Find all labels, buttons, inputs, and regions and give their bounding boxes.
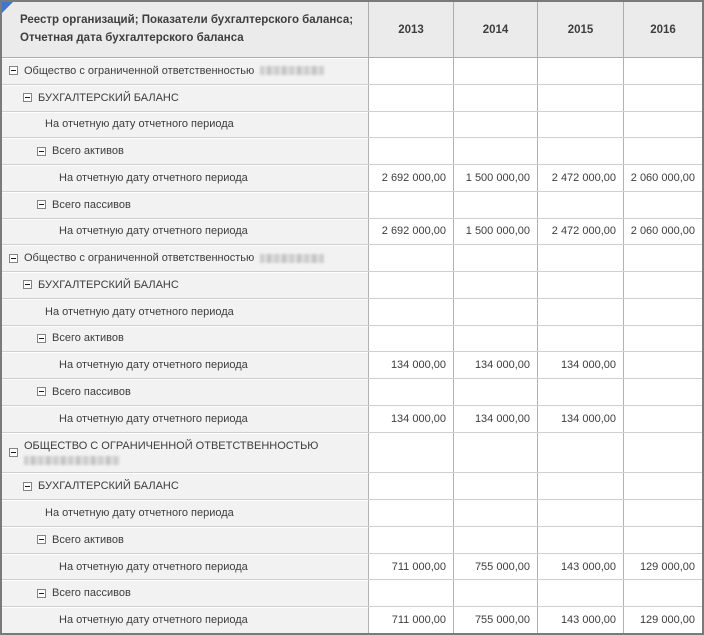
value-cell bbox=[623, 433, 702, 473]
value-cell bbox=[453, 85, 537, 111]
org-row[interactable] bbox=[2, 432, 702, 473]
value-cell bbox=[368, 473, 453, 499]
value-cell: 1 500 000,00 bbox=[453, 219, 537, 245]
row-label: На отчетную дату отчетного периода bbox=[59, 412, 248, 425]
collapse-minus-icon[interactable] bbox=[37, 535, 46, 544]
value-cell bbox=[368, 112, 453, 138]
value-cell bbox=[537, 326, 623, 352]
value-cell bbox=[623, 326, 702, 352]
value-cell bbox=[453, 433, 537, 473]
row-label-cell bbox=[2, 299, 368, 325]
value-cell bbox=[623, 352, 702, 378]
value-cell bbox=[623, 85, 702, 111]
value-cell bbox=[623, 138, 702, 164]
table-row[interactable] bbox=[2, 526, 702, 553]
row-label: Всего пассивов bbox=[52, 198, 131, 211]
collapse-minus-icon[interactable] bbox=[37, 387, 46, 396]
org-row[interactable] bbox=[2, 244, 702, 271]
value-cell bbox=[537, 580, 623, 606]
table-row[interactable] bbox=[2, 218, 702, 245]
value-cell bbox=[453, 379, 537, 405]
value-cell: 711 000,00 bbox=[368, 554, 453, 580]
corner-marker-icon bbox=[2, 2, 13, 13]
value-cell bbox=[537, 527, 623, 553]
table-row[interactable] bbox=[2, 378, 702, 405]
org-label-wrap bbox=[24, 440, 318, 465]
value-cell bbox=[623, 473, 702, 499]
value-cell bbox=[623, 527, 702, 553]
value-cell: 1 500 000,00 bbox=[453, 165, 537, 191]
year-column-header[interactable]: 2014 bbox=[453, 2, 537, 57]
table-header bbox=[2, 2, 702, 58]
table-body bbox=[2, 58, 702, 633]
value-cell bbox=[623, 58, 702, 84]
row-label: На отчетную дату отчетного периода bbox=[59, 560, 248, 573]
row-label-cell bbox=[2, 473, 368, 499]
value-cell bbox=[453, 192, 537, 218]
value-cell bbox=[368, 58, 453, 84]
row-label-cell bbox=[2, 527, 368, 553]
value-cell bbox=[368, 500, 453, 526]
table-row[interactable] bbox=[2, 579, 702, 606]
value-cell bbox=[623, 272, 702, 298]
year-column-header[interactable]: 2015 bbox=[537, 2, 623, 57]
table-row[interactable] bbox=[2, 271, 702, 298]
value-cell bbox=[453, 527, 537, 553]
row-label-cell bbox=[2, 554, 368, 580]
value-cell bbox=[368, 245, 453, 271]
table-title: Реестр организаций; Показатели бухгалтерского баланса; Отчетная дата бухгалтерского баланса bbox=[20, 13, 354, 44]
value-cell bbox=[453, 58, 537, 84]
value-cell: 2 060 000,00 bbox=[623, 219, 702, 245]
table-row[interactable] bbox=[2, 499, 702, 526]
value-cell bbox=[368, 192, 453, 218]
row-label: Всего активов bbox=[52, 332, 124, 345]
row-label: БУХГАЛТЕРСКИЙ БАЛАНС bbox=[38, 278, 179, 291]
row-label-cell bbox=[2, 85, 368, 111]
table-row[interactable] bbox=[2, 298, 702, 325]
row-label-cell bbox=[2, 379, 368, 405]
row-label-cell bbox=[2, 406, 368, 432]
row-label-cell bbox=[2, 165, 368, 191]
value-cell: 2 472 000,00 bbox=[537, 165, 623, 191]
row-label: Всего пассивов bbox=[52, 587, 131, 600]
value-cell bbox=[453, 326, 537, 352]
collapse-minus-icon[interactable] bbox=[23, 280, 32, 289]
value-cell bbox=[453, 473, 537, 499]
value-cell bbox=[537, 138, 623, 164]
value-cell bbox=[453, 112, 537, 138]
value-cell: 143 000,00 bbox=[537, 607, 623, 633]
value-cell bbox=[537, 85, 623, 111]
value-cell bbox=[368, 138, 453, 164]
value-cell bbox=[623, 379, 702, 405]
table-row[interactable] bbox=[2, 472, 702, 499]
value-cell bbox=[453, 138, 537, 164]
table-row[interactable] bbox=[2, 191, 702, 218]
value-cell: 134 000,00 bbox=[453, 406, 537, 432]
collapse-minus-icon[interactable] bbox=[37, 589, 46, 598]
table-row[interactable] bbox=[2, 137, 702, 164]
value-cell bbox=[537, 272, 623, 298]
value-cell bbox=[537, 58, 623, 84]
value-cell: 2 060 000,00 bbox=[623, 165, 702, 191]
row-label: БУХГАЛТЕРСКИЙ БАЛАНС bbox=[38, 91, 179, 104]
row-label-cell bbox=[2, 112, 368, 138]
collapse-minus-icon[interactable] bbox=[9, 66, 18, 75]
redacted-org-name bbox=[260, 66, 324, 75]
value-cell bbox=[368, 272, 453, 298]
row-label: На отчетную дату отчетного периода bbox=[59, 171, 248, 184]
row-label-cell bbox=[2, 433, 368, 473]
table-row[interactable] bbox=[2, 111, 702, 138]
table-row[interactable] bbox=[2, 351, 702, 378]
value-cell bbox=[623, 580, 702, 606]
row-label: На отчетную дату отчетного периода bbox=[45, 305, 234, 318]
value-cell bbox=[453, 272, 537, 298]
value-cell bbox=[368, 379, 453, 405]
value-cell bbox=[537, 500, 623, 526]
row-label: БУХГАЛТЕРСКИЙ БАЛАНС bbox=[38, 480, 179, 493]
row-label-cell bbox=[2, 138, 368, 164]
value-cell bbox=[623, 299, 702, 325]
value-cell bbox=[537, 245, 623, 271]
value-cell bbox=[537, 112, 623, 138]
year-column-header[interactable]: 2016 bbox=[623, 2, 702, 57]
redacted-org-name bbox=[24, 456, 120, 465]
row-label: Всего активов bbox=[52, 533, 124, 546]
value-cell bbox=[368, 85, 453, 111]
value-cell: 711 000,00 bbox=[368, 607, 453, 633]
value-cell bbox=[368, 433, 453, 473]
row-label: На отчетную дату отчетного периода bbox=[45, 507, 234, 520]
row-label-cell bbox=[2, 607, 368, 633]
org-row[interactable] bbox=[2, 58, 702, 84]
value-cell: 755 000,00 bbox=[453, 554, 537, 580]
collapse-minus-icon[interactable] bbox=[37, 147, 46, 156]
row-label: Общество с ограниченной ответственностью bbox=[24, 252, 255, 265]
value-cell bbox=[368, 527, 453, 553]
value-cell: 134 000,00 bbox=[453, 352, 537, 378]
redacted-org-name bbox=[260, 254, 324, 263]
value-cell: 2 692 000,00 bbox=[368, 219, 453, 245]
value-cell bbox=[368, 580, 453, 606]
row-label-cell bbox=[2, 219, 368, 245]
row-label-cell bbox=[2, 192, 368, 218]
collapse-minus-icon[interactable] bbox=[37, 200, 46, 209]
value-cell: 755 000,00 bbox=[453, 607, 537, 633]
value-cell: 2 472 000,00 bbox=[537, 219, 623, 245]
row-label-cell bbox=[2, 272, 368, 298]
value-cell: 134 000,00 bbox=[537, 352, 623, 378]
value-cell: 143 000,00 bbox=[537, 554, 623, 580]
value-cell bbox=[368, 326, 453, 352]
collapse-minus-icon[interactable] bbox=[23, 482, 32, 491]
value-cell bbox=[623, 500, 702, 526]
row-label: На отчетную дату отчетного периода bbox=[59, 359, 248, 372]
value-cell: 2 692 000,00 bbox=[368, 165, 453, 191]
table-row[interactable] bbox=[2, 84, 702, 111]
value-cell bbox=[623, 245, 702, 271]
table-row[interactable] bbox=[2, 553, 702, 580]
row-label: Всего пассивов bbox=[52, 385, 131, 398]
row-label-cell bbox=[2, 58, 368, 84]
table-row[interactable] bbox=[2, 606, 702, 633]
value-cell: 134 000,00 bbox=[537, 406, 623, 432]
value-cell bbox=[623, 112, 702, 138]
collapse-minus-icon[interactable] bbox=[23, 93, 32, 102]
value-cell bbox=[368, 299, 453, 325]
value-cell: 134 000,00 bbox=[368, 352, 453, 378]
value-cell bbox=[623, 406, 702, 432]
row-label: ОБЩЕСТВО С ОГРАНИЧЕННОЙ ОТВЕТСТВЕННОСТЬЮ bbox=[24, 439, 319, 452]
value-cell bbox=[537, 473, 623, 499]
value-cell bbox=[537, 299, 623, 325]
row-label-cell bbox=[2, 352, 368, 378]
value-cell: 129 000,00 bbox=[623, 554, 702, 580]
row-label-cell bbox=[2, 580, 368, 606]
row-label: На отчетную дату отчетного периода bbox=[59, 614, 248, 627]
row-label-cell bbox=[2, 326, 368, 352]
value-cell bbox=[537, 379, 623, 405]
year-column-header[interactable]: 2013 bbox=[368, 2, 453, 57]
value-cell bbox=[453, 580, 537, 606]
value-cell bbox=[537, 192, 623, 218]
value-cell bbox=[453, 500, 537, 526]
table-row[interactable] bbox=[2, 405, 702, 432]
value-cell: 129 000,00 bbox=[623, 607, 702, 633]
collapse-minus-icon[interactable] bbox=[9, 254, 18, 263]
row-label: Всего активов bbox=[52, 145, 124, 158]
row-label-cell bbox=[2, 500, 368, 526]
value-cell bbox=[623, 192, 702, 218]
row-label: На отчетную дату отчетного периода bbox=[45, 118, 234, 131]
collapse-minus-icon[interactable] bbox=[9, 448, 18, 457]
value-cell: 134 000,00 bbox=[368, 406, 453, 432]
table-row[interactable] bbox=[2, 164, 702, 191]
row-label-cell bbox=[2, 245, 368, 271]
row-label: На отчетную дату отчетного периода bbox=[59, 225, 248, 238]
table-row[interactable] bbox=[2, 325, 702, 352]
collapse-minus-icon[interactable] bbox=[37, 334, 46, 343]
value-cell bbox=[537, 433, 623, 473]
value-cell bbox=[453, 245, 537, 271]
row-label: Общество с ограниченной ответственностью bbox=[24, 64, 255, 77]
value-cell bbox=[453, 299, 537, 325]
